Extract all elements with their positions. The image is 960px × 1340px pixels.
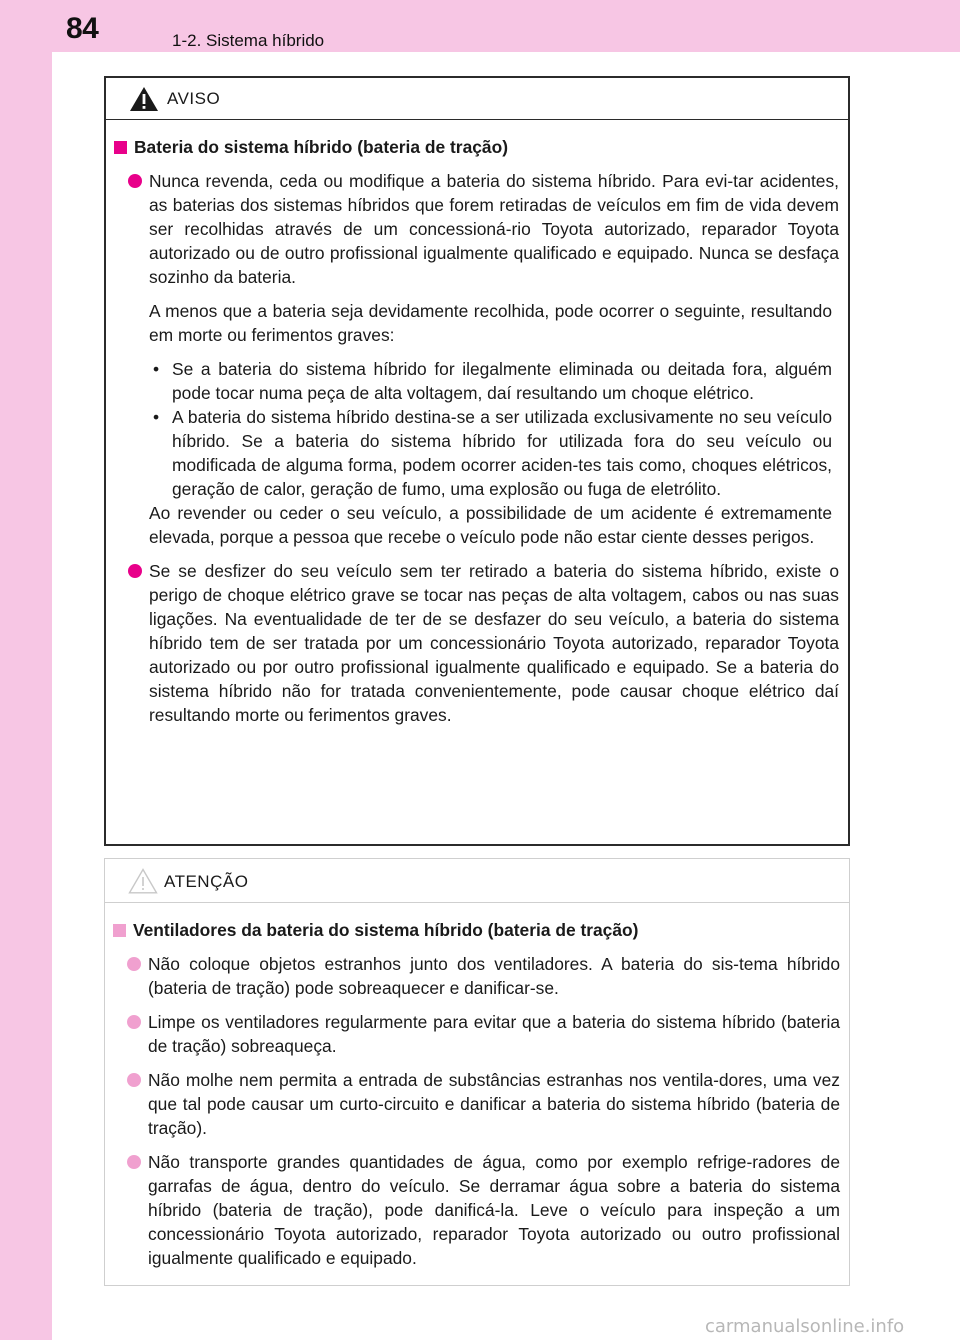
warning-bullet-item — [106, 357, 848, 405]
circle-bullet-icon — [127, 1073, 141, 1087]
warning-item-text: Nunca revenda, ceda ou modifique a bateria do sistema híbrido. Para evi-tar acidentes, as baterias dos sistemas híbridos que forem retiradas de veículos em fim de vida devem ser recolhidas através de um concessioná-rio Toyota autorizado, reparador Toyota autorizado ou de outro profissional igualmente qualificado e equipado. Nunca se desfaça sozinho da bateria. — [149, 171, 839, 287]
warning-item-text: Se se desfizer do seu veículo sem ter retirado a bateria do sistema híbrido, existe o perigo de choque elétrico grave se tocar nas peças de alta voltagem, cabos ou nas suas ligações. Na eventualidade de ter de se desfazer do seu veículo, a bateria do sistema híbrido tem de ser tratada por um concessionário Toyota autorizado, reparador Toyota autorizado ou por outro profissional igualmente qualificado e equipado. Se a bateria do sistema híbrido não for tratada convenientemente, pode causar choque elétrico daí resultando morte ou ferimentos graves. — [149, 561, 839, 725]
circle-bullet-icon — [127, 1015, 141, 1029]
caution-item — [105, 952, 849, 1000]
caution-heading-text: Ventiladores da bateria do sistema híbrido (bateria de tração) — [133, 920, 639, 940]
caution-box-header — [105, 859, 849, 903]
caution-item — [105, 1068, 849, 1140]
warning-title: AVISO — [167, 89, 221, 108]
warning-bullet-text: A bateria do sistema híbrido destina-se a ser utilizada exclusivamente no seu veículo híbrido. Se a bateria do sistema híbrido for utilizada fora do seu veículo ou modificada de alguma forma, podem ocorrer aciden-tes tais como, choques elétricos, geração de calor, geração de fumo, uma explosão ou fuga de eletrólito. — [172, 407, 832, 499]
warning-paragraph: A menos que a bateria seja devidamente recolhida, pode ocorrer o seguinte, resultando em morte ou ferimentos graves: — [149, 301, 832, 345]
caution-item-text: Limpe os ventiladores regularmente para evitar que a bateria do sistema híbrido (bateria de tração) sobreaqueça. — [148, 1012, 840, 1056]
warning-heading-text: Bateria do sistema híbrido (bateria de tração) — [134, 137, 509, 157]
circle-bullet-icon — [128, 564, 142, 578]
caution-triangle-icon — [128, 868, 158, 894]
caution-item — [105, 1010, 849, 1058]
warning-paragraph: Ao revender ou ceder o seu veículo, a possibilidade de um acidente é extremamente elevada, porque a pessoa que recebe o veículo pode não estar ciente desses perigos. — [149, 503, 832, 547]
circle-bullet-icon — [127, 1155, 141, 1169]
bullet-dot-icon: • — [153, 359, 160, 379]
square-bullet-icon — [113, 924, 126, 937]
warning-content — [106, 135, 848, 737]
caution-heading — [105, 918, 849, 942]
circle-bullet-icon — [128, 174, 142, 188]
caution-item-text: Não coloque objetos estranhos junto dos ventiladores. A bateria do sis-tema híbrido (bateria de tração) pode sobreaquecer e danificar-se. — [148, 954, 840, 998]
warning-box-header — [106, 78, 848, 120]
caution-box — [104, 858, 850, 1286]
watermark: carmanualsonline.info — [705, 1316, 905, 1337]
caution-item — [105, 1150, 849, 1270]
warning-box — [104, 76, 850, 846]
warning-bullet-list — [106, 357, 848, 501]
caution-title: ATENÇÃO — [164, 872, 249, 891]
caution-item-text: Não transporte grandes quantidades de água, como por exemplo refrige-radores de garrafas de água, dentro do veículo. Se derramar água sobre a bateria do sistema híbrido (bateria de tração), pode danificá-la. Leve o veículo para inspeção a um concessionário Toyota autorizado, reparador Toyota autorizado ou outro profissional igualmente qualificado e equipado. — [148, 1152, 840, 1268]
warning-heading — [106, 135, 848, 159]
side-color-band — [0, 0, 52, 1340]
warning-bullet-text: Se a bateria do sistema híbrido for ilegalmente eliminada ou deitada fora, alguém pode tocar numa peça de alta voltagem, daí resultando um choque elétrico. — [172, 359, 832, 403]
section-title: 1-2. Sistema híbrido — [172, 31, 325, 50]
square-bullet-icon — [114, 141, 127, 154]
caution-content — [105, 918, 849, 1280]
warning-item — [106, 559, 848, 727]
warning-bullet-item — [106, 405, 848, 501]
warning-item — [106, 169, 848, 289]
circle-bullet-icon — [127, 957, 141, 971]
warning-triangle-icon — [129, 86, 159, 112]
bullet-dot-icon: • — [153, 407, 160, 427]
page-number: 84 — [66, 12, 99, 45]
caution-item-text: Não molhe nem permita a entrada de substâncias estranhas nos ventila-dores, uma vez que tal pode causar um curto-circuito e danificar a bateria do sistema híbrido (bateria de tração). — [148, 1070, 840, 1138]
